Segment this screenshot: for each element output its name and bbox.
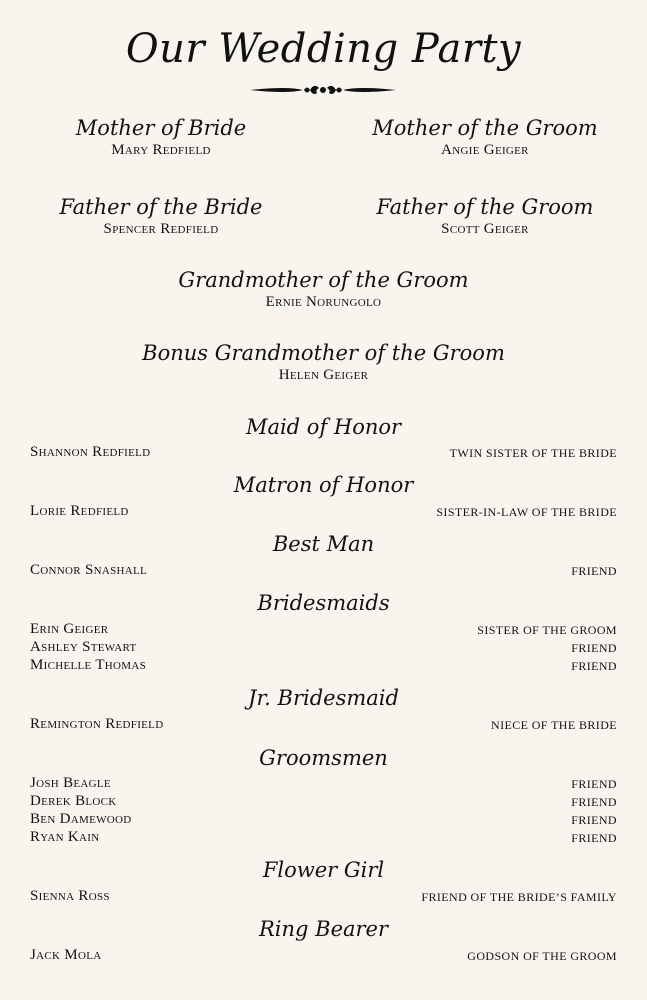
section-title-flower-girl: Flower Girl <box>262 858 385 882</box>
person-name: Lorie Redfield <box>30 503 129 519</box>
list-item <box>30 947 617 965</box>
section-title-best-man: Best Man <box>272 532 375 556</box>
page-title: Our Wedding Party <box>125 26 522 72</box>
list-item <box>30 793 617 811</box>
list-item <box>30 639 617 657</box>
list-item <box>30 811 617 829</box>
mother-of-bride-block <box>31 116 291 159</box>
role-title: Bonus Grandmother of the Groom <box>142 341 505 365</box>
relation-text: FRIEND <box>571 831 617 845</box>
list-item <box>30 829 617 847</box>
section-title-bridesmaids: Bridesmaids <box>257 591 390 615</box>
list-item <box>30 444 617 462</box>
grandmother-block <box>0 268 647 311</box>
person-name: Sienna Ross <box>30 888 110 904</box>
list-item <box>30 621 617 639</box>
bonus-grandmother-block <box>0 341 647 384</box>
relation-text: FRIEND OF THE BRIDE’S FAMILY <box>421 890 617 904</box>
section-title-ring-bearer: Ring Bearer <box>258 917 389 941</box>
person-name: Erin Geiger <box>30 621 109 637</box>
relation-text: FRIEND <box>571 795 617 809</box>
father-of-bride-block <box>31 195 291 238</box>
section-title-maid-of-honor: Maid of Honor <box>245 415 402 439</box>
person-name: Ashley Stewart <box>30 639 137 655</box>
person-name: Remington Redfield <box>30 716 164 732</box>
relation-text: FRIEND <box>571 641 617 655</box>
list-item <box>30 503 617 521</box>
person-name: Ernie Norungolo <box>265 294 382 310</box>
mother-of-groom-block <box>355 116 615 159</box>
list-item <box>30 562 617 580</box>
role-title: Father of the Groom <box>376 195 594 219</box>
relation-text: FRIEND <box>571 813 617 827</box>
person-name: Derek Block <box>30 793 117 809</box>
relation-text: FRIEND <box>571 659 617 673</box>
person-name: Jack Mola <box>30 947 102 963</box>
relation-text: TWIN SISTER OF THE BRIDE <box>449 446 617 460</box>
person-name: Spencer Redfield <box>103 221 219 237</box>
list-item <box>30 716 617 734</box>
person-name: Mary Redfield <box>111 142 211 158</box>
person-name: Michelle Thomas <box>30 657 147 673</box>
list-item <box>30 888 617 906</box>
relation-text: FRIEND <box>571 564 617 578</box>
person-name: Angie Geiger <box>441 142 529 158</box>
person-name: Shannon Redfield <box>30 444 151 460</box>
list-item <box>30 775 617 793</box>
person-name: Ryan Kain <box>30 829 100 845</box>
role-title: Father of the Bride <box>59 195 263 219</box>
person-name: Connor Snashall <box>30 562 148 578</box>
list-item <box>30 657 617 675</box>
relation-text: NIECE OF THE BRIDE <box>491 718 617 732</box>
person-name: Ben Damewood <box>30 811 132 827</box>
role-title: Grandmother of the Groom <box>178 268 469 292</box>
relation-text: SISTER OF THE GROOM <box>477 623 617 637</box>
role-title: Mother of Bride <box>75 116 247 140</box>
section-title-groomsmen: Groomsmen <box>259 746 388 770</box>
section-title-matron-of-honor: Matron of Honor <box>233 473 414 497</box>
section-title-jr-bridesmaid: Jr. Bridesmaid <box>248 686 399 710</box>
person-name: Scott Geiger <box>441 221 529 237</box>
flourish-ornament-icon <box>248 80 398 100</box>
relation-text: GODSON OF THE GROOM <box>467 949 617 963</box>
person-name: Josh Beagle <box>30 775 111 791</box>
person-name: Helen Geiger <box>278 367 369 383</box>
role-title: Mother of the Groom <box>372 116 598 140</box>
father-of-groom-block <box>355 195 615 238</box>
relation-text: FRIEND <box>571 777 617 791</box>
relation-text: SISTER-IN-LAW OF THE BRIDE <box>436 505 617 519</box>
